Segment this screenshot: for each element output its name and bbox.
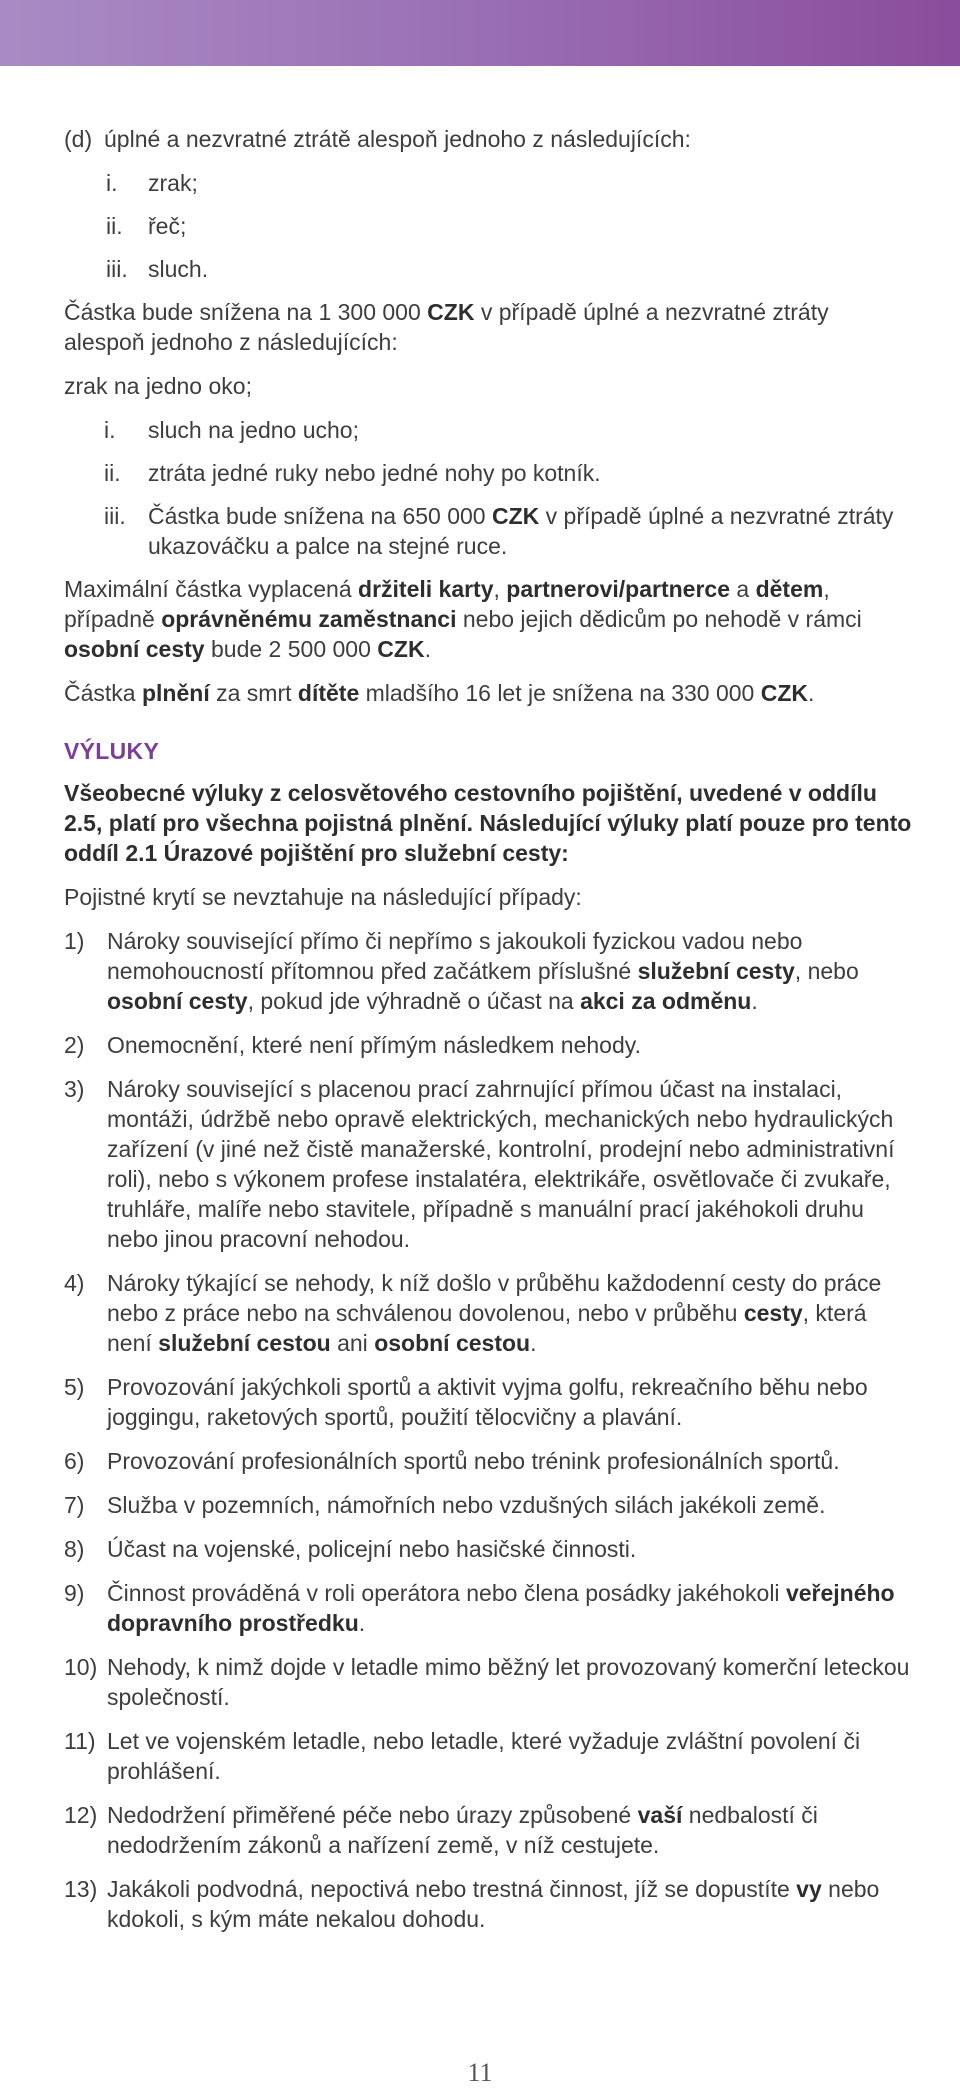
document-body	[64, 124, 914, 1948]
exclusion-item	[64, 1446, 914, 1476]
list-text: Provozování jakýchkoli sportů a aktivit vyjma golfu, rekreačního běhu nebo joggingu, raketových sportů, použití tělocvičny a plavání.	[107, 1374, 868, 1430]
sublist-item	[106, 211, 914, 241]
list-marker: 6)	[64, 1448, 85, 1474]
list-text: ztráta jedné ruky nebo jedné nohy po kotník.	[148, 460, 601, 486]
reduction-paragraph: Částka bude snížena na 1 300 000 CZK v případě úplné a nezvratné ztráty alespoň jednoho z následujících:	[64, 299, 829, 355]
list-marker: 13)	[64, 1876, 98, 1902]
list-marker: 8)	[64, 1536, 85, 1562]
exclusion-item	[64, 1652, 914, 1712]
coverage-intro: Pojistné krytí se nevztahuje na následující případy:	[64, 884, 582, 910]
list-text: Let ve vojenském letadle, nebo letadle, které vyžaduje zvláštní povolení či prohlášení.	[107, 1728, 861, 1784]
list-marker: 5)	[64, 1374, 85, 1400]
one-eye-line: zrak na jedno oko;	[64, 373, 252, 399]
list-text: Nároky týkající se nehody, k níž došlo v průběhu každodenní cesty do práce nebo z práce nebo na schválenou dovolenou, nebo v průběhu cesty, která není služební cestou ani osobní cestou.	[107, 1270, 882, 1356]
exclusion-item	[64, 1268, 914, 1358]
list-marker: 4)	[64, 1270, 85, 1296]
list-marker: 3)	[64, 1076, 85, 1102]
list-marker: ii.	[104, 460, 121, 486]
sublist-item	[104, 501, 914, 561]
list-marker: 12)	[64, 1802, 98, 1828]
exclusion-item	[64, 1726, 914, 1786]
max-amount-paragraph: Maximální částka vyplacená držiteli karty, partnerovi/partnerce a dětem, případně oprávněnému zaměstnanci nebo jejich dědicům po nehodě v rámci osobní cesty bude 2 500 000 CZK.	[64, 576, 862, 662]
list-text: Onemocnění, které není přímým následkem nehody.	[107, 1032, 641, 1058]
exclusion-item	[64, 926, 914, 1016]
list-text: Nároky související s placenou prací zahrnující přímou účast na instalaci, montáži, údržbě nebo opravě elektrických, mechanických nebo hydraulických zařízení (v jiné než čistě manažerské, kontrolní, prodejní nebo administrativní roli), nebo s výkonem profese instalatéra, elektrikáře, osvětlovače či zvukaře, truhláře, malíře nebo stavitele, případně s manuální prací jakéhokoli druhu nebo jinou pracovní nehodou.	[107, 1076, 895, 1252]
list-marker: i.	[106, 170, 118, 196]
list-marker: 2)	[64, 1032, 85, 1058]
sublist-item	[106, 168, 914, 198]
list-marker: 10)	[64, 1654, 98, 1680]
exclusion-item	[64, 1490, 914, 1520]
sublist-item	[104, 458, 914, 488]
list-text: úplné a nezvratné ztrátě alespoň jednoho z následujících:	[104, 126, 691, 152]
exclusion-item	[64, 1800, 914, 1860]
exclusion-item	[64, 1030, 914, 1060]
list-marker: 7)	[64, 1492, 85, 1518]
child-amount-paragraph: Částka plnění za smrt dítěte mladšího 16 let je snížena na 330 000 CZK.	[64, 680, 815, 706]
exclusion-item	[64, 1372, 914, 1432]
page-number: 11	[467, 2058, 493, 2087]
list-text: Nároky související přímo či nepřímo s jakoukoli fyzickou vadou nebo nemohoucností přítomnou před začátkem příslušné služební cesty, nebo osobní cesty, pokud jde výhradně o účast na akci za odměnu.	[107, 928, 859, 1014]
list-marker: iii.	[106, 256, 128, 282]
list-text: sluch.	[148, 256, 209, 282]
list-marker: i.	[104, 417, 116, 443]
list-marker: 1)	[64, 928, 85, 954]
exclusion-item	[64, 1874, 914, 1934]
section-intro: Všeobecné výluky z celosvětového cestovního pojištění, uvedené v oddílu 2.5, platí pro všechna pojistná plnění. Následující výluky platí pouze pro tento oddíl 2.1 Úrazové pojištění pro služební cesty:	[64, 780, 912, 866]
list-text: Nehody, k nimž dojde v letadle mimo běžný let provozovaný komerční leteckou společností.	[107, 1654, 910, 1710]
list-text: Provozování profesionálních sportů nebo trénink profesionálních sportů.	[107, 1448, 840, 1474]
exclusion-item	[64, 1534, 914, 1564]
list-item-d	[64, 124, 914, 154]
list-text: Služba v pozemních, námořních nebo vzdušných silách jakékoli země.	[107, 1492, 826, 1518]
section-title: VÝLUKY	[64, 738, 160, 764]
list-marker: iii.	[104, 503, 126, 529]
list-text: Činnost prováděná v roli operátora nebo člena posádky jakéhokoli veřejného dopravního prostředku.	[107, 1580, 895, 1636]
list-text: řeč;	[148, 213, 187, 239]
exclusion-item	[64, 1074, 914, 1254]
list-marker: (d)	[64, 126, 93, 152]
list-text: Nedodržení přiměřené péče nebo úrazy způsobené vaší nedbalostí či nedodržením zákonů a nařízení země, v níž cestujete.	[107, 1802, 818, 1858]
list-marker: 9)	[64, 1580, 85, 1606]
list-text: Částka bude snížena na 650 000 CZK v případě úplné a nezvratné ztráty ukazováčku a palce na stejné ruce.	[148, 503, 894, 559]
list-marker: 11)	[64, 1728, 96, 1754]
sublist-item	[106, 254, 914, 284]
list-marker: ii.	[106, 213, 123, 239]
list-text: sluch na jedno ucho;	[148, 417, 359, 443]
exclusion-item	[64, 1578, 914, 1638]
header-color-bar	[0, 0, 960, 66]
sublist-item	[104, 415, 914, 445]
list-text: Účast na vojenské, policejní nebo hasičské činnosti.	[107, 1536, 637, 1562]
list-text: Jakákoli podvodná, nepoctivá nebo trestná činnost, jíž se dopustíte vy nebo kdokoli, s kým máte nekalou dohodu.	[107, 1876, 880, 1932]
list-text: zrak;	[148, 170, 198, 196]
